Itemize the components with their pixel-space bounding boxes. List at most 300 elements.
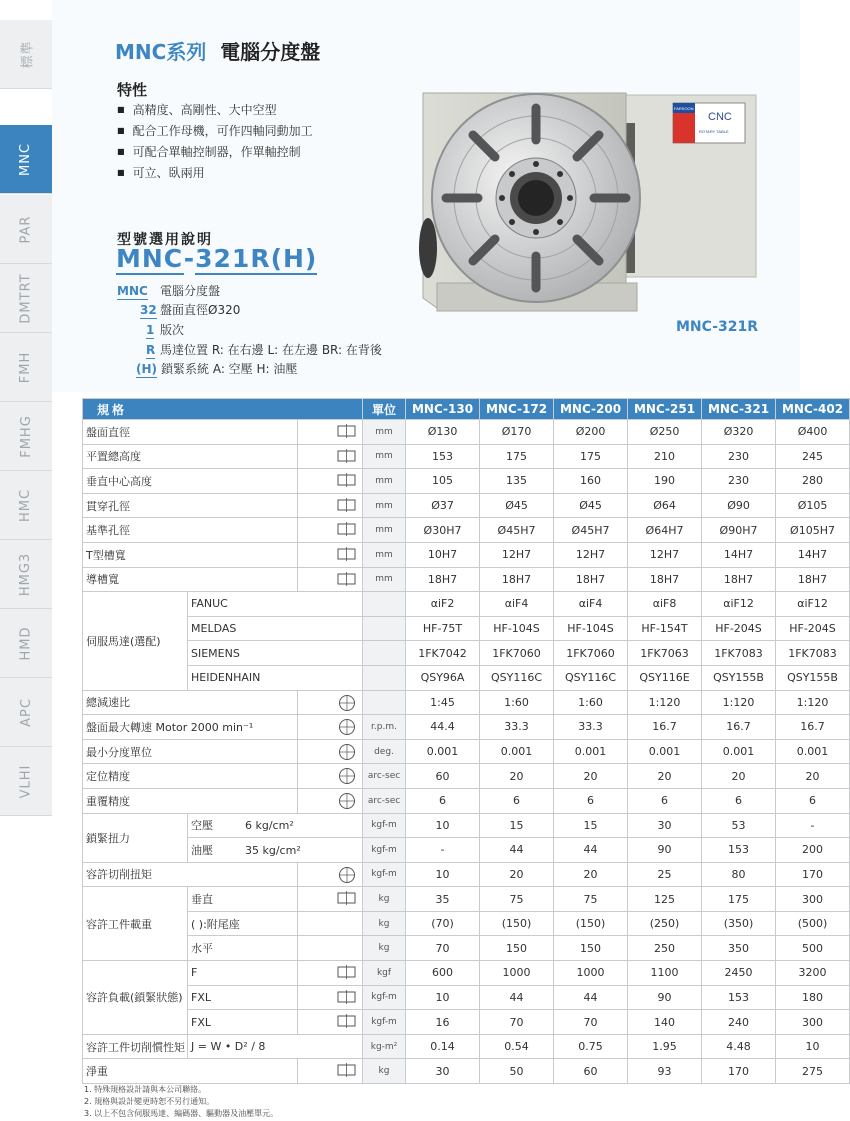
table-cell: (350): [702, 911, 776, 936]
table-cell: 10: [406, 813, 480, 838]
table-cell: 60: [554, 1059, 628, 1084]
table-row: [83, 592, 850, 617]
table-cell: -: [776, 813, 850, 838]
table-cell: 6: [480, 788, 554, 813]
row-unit: kg-m²: [363, 1034, 406, 1059]
table-cell: Ø400: [776, 420, 850, 445]
model-row: [140, 302, 400, 322]
table-cell: Ø45: [480, 493, 554, 518]
table-cell: 210: [628, 444, 702, 469]
table-cell: 280: [776, 469, 850, 494]
model-part: MNC: [116, 244, 184, 273]
table-cell: 1:120: [702, 690, 776, 715]
table-cell: HF-154T: [628, 616, 702, 641]
model-part: (H): [270, 244, 318, 273]
side-tab-par[interactable]: PAR: [0, 195, 52, 264]
table-cell: 153: [702, 838, 776, 863]
row-label: 伺服馬達(選配): [83, 592, 188, 690]
row-label: 導槽寬: [83, 567, 298, 592]
clamp-type: [188, 838, 363, 863]
row-unit: kg: [363, 1059, 406, 1084]
spec-diagram-icon: [298, 764, 363, 789]
table-cell: 44: [554, 838, 628, 863]
table-cell: 70: [554, 1010, 628, 1035]
inertia-formula: J = W • D² / 8: [188, 1034, 363, 1059]
feature-item: ■ 配合工作母機，可作四軸同動加工: [117, 120, 313, 141]
table-cell: 600: [406, 961, 480, 986]
table-cell: 1:120: [776, 690, 850, 715]
table-cell: 175: [480, 444, 554, 469]
table-cell: 75: [480, 887, 554, 912]
table-cell: HF-204S: [702, 616, 776, 641]
table-cell: Ø45H7: [554, 518, 628, 543]
row-unit: kgf-m: [363, 838, 406, 863]
table-cell: 500: [776, 936, 850, 961]
row-unit: [363, 641, 406, 666]
row-unit: mm: [363, 420, 406, 445]
side-tab-fmhg[interactable]: FMHG: [0, 402, 52, 471]
table-cell: 20: [702, 764, 776, 789]
table-cell: Ø320: [702, 420, 776, 445]
table-cell: HF-104S: [480, 616, 554, 641]
model-part: -: [183, 244, 196, 273]
table-row: [83, 1059, 850, 1084]
clamp-pressure: 6 kg/cm²: [245, 819, 294, 833]
table-cell: 15: [554, 813, 628, 838]
spec-diagram-icon: [298, 469, 363, 494]
table-cell: 1:120: [628, 690, 702, 715]
table-cell: QSY116C: [554, 665, 628, 690]
model-row-code: 32: [140, 303, 157, 317]
table-cell: αiF4: [480, 592, 554, 617]
row-label: 容許負載(鎖緊狀態): [83, 961, 188, 1035]
table-row: [83, 518, 850, 543]
table-cell: 1:60: [554, 690, 628, 715]
model-row: [117, 283, 377, 303]
table-cell: 230: [702, 469, 776, 494]
servo-brand: FANUC: [188, 592, 363, 617]
table-cell: 105: [406, 469, 480, 494]
table-cell: 10: [406, 985, 480, 1010]
row-unit: mm: [363, 567, 406, 592]
row-unit: kgf-m: [363, 985, 406, 1010]
feature-item: ■ 高精度、高剛性、大中空型: [117, 99, 313, 120]
table-cell: 12H7: [628, 542, 702, 567]
row-unit: kgf: [363, 961, 406, 986]
sidebar: [0, 0, 52, 820]
row-sublabel: FXL: [188, 985, 298, 1010]
spec-diagram-icon: [298, 788, 363, 813]
table-cell: αiF12: [776, 592, 850, 617]
table-cell: 170: [702, 1059, 776, 1084]
table-cell: Ø105: [776, 493, 850, 518]
table-cell: 18H7: [406, 567, 480, 592]
model-row-desc: 版次: [160, 323, 185, 337]
model-row-desc: 鎖緊系統 A: 空壓 H: 油壓: [161, 362, 298, 376]
row-label: 平置總高度: [83, 444, 298, 469]
table-row: [83, 936, 850, 961]
side-tab-mnc[interactable]: MNC: [0, 125, 52, 194]
table-cell: 75: [554, 887, 628, 912]
table-cell: 90: [628, 985, 702, 1010]
row-unit: mm: [363, 444, 406, 469]
table-row: [83, 665, 850, 690]
table-cell: 3200: [776, 961, 850, 986]
table-cell: 18H7: [554, 567, 628, 592]
table-row: [83, 493, 850, 518]
table-row: [83, 444, 850, 469]
row-sublabel: 水平: [188, 936, 298, 961]
table-row: [83, 616, 850, 641]
table-cell: 44.4: [406, 715, 480, 740]
table-cell: QSY155B: [776, 665, 850, 690]
spec-diagram-icon: [298, 887, 363, 912]
table-cell: -: [406, 838, 480, 863]
table-cell: 300: [776, 887, 850, 912]
row-sublabel: FXL: [188, 1010, 298, 1035]
table-row: [83, 788, 850, 813]
row-unit: mm: [363, 542, 406, 567]
feature-item: ■ 可配合單軸控制器，作單軸控制: [117, 141, 313, 162]
table-cell: 1FK7063: [628, 641, 702, 666]
header-model: MNC-200: [554, 399, 628, 420]
table-row: [83, 887, 850, 912]
row-unit: [363, 665, 406, 690]
header-model: MNC-130: [406, 399, 480, 420]
spec-diagram-icon: [298, 542, 363, 567]
table-row: [83, 420, 850, 445]
table-cell: 90: [628, 838, 702, 863]
table-cell: Ø45H7: [480, 518, 554, 543]
table-cell: αiF2: [406, 592, 480, 617]
table-cell: 1.95: [628, 1034, 702, 1059]
table-cell: 135: [480, 469, 554, 494]
table-cell: 44: [480, 985, 554, 1010]
footnotes: [84, 1084, 278, 1120]
table-cell: 25: [628, 862, 702, 887]
row-sublabel: 垂直: [188, 887, 298, 912]
table-cell: 140: [628, 1010, 702, 1035]
row-label: 總減速比: [83, 690, 298, 715]
table-cell: 16.7: [702, 715, 776, 740]
panel-sub: ROTARY TABLE: [699, 129, 729, 134]
table-cell: HF-104S: [554, 616, 628, 641]
table-cell: 200: [776, 838, 850, 863]
table-header-row: [83, 399, 850, 420]
feature-item: ■ 可立、臥兩用: [117, 162, 313, 183]
table-cell: 1000: [554, 961, 628, 986]
table-row: [83, 813, 850, 838]
table-cell: 33.3: [554, 715, 628, 740]
table-cell: QSY155B: [702, 665, 776, 690]
table-row: [83, 985, 850, 1010]
table-cell: Ø90: [702, 493, 776, 518]
row-label: 垂直中心高度: [83, 469, 298, 494]
table-cell: 15: [480, 813, 554, 838]
row-label: 盤面直徑: [83, 420, 298, 445]
table-cell: 1FK7083: [776, 641, 850, 666]
table-cell: αiF4: [554, 592, 628, 617]
row-unit: arc-sec: [363, 788, 406, 813]
table-cell: 1FK7060: [554, 641, 628, 666]
header-spec: 規格: [83, 399, 363, 420]
page-title: [115, 36, 320, 65]
table-cell: 1000: [480, 961, 554, 986]
row-label: 容許切削扭矩: [83, 862, 298, 887]
table-cell: 12H7: [554, 542, 628, 567]
table-cell: 10: [776, 1034, 850, 1059]
table-cell: Ø130: [406, 420, 480, 445]
table-row: [83, 1034, 850, 1059]
row-unit: kg: [363, 936, 406, 961]
table-cell: HF-204S: [776, 616, 850, 641]
table-row: [83, 764, 850, 789]
table-cell: 6: [554, 788, 628, 813]
spec-diagram-icon: [298, 715, 363, 740]
header-model: MNC-251: [628, 399, 702, 420]
side-tab-dmtrt[interactable]: DMTRT: [0, 264, 52, 333]
model-row-code: MNC: [117, 284, 148, 298]
table-cell: 230: [702, 444, 776, 469]
table-cell: QSY116C: [480, 665, 554, 690]
table-cell: 170: [776, 862, 850, 887]
table-row: [83, 911, 850, 936]
table-cell: 350: [702, 936, 776, 961]
machine-caption: MNC-321R: [676, 319, 759, 335]
spec-diagram-icon: [298, 444, 363, 469]
table-cell: 125: [628, 887, 702, 912]
table-cell: 20: [628, 764, 702, 789]
table-cell: 20: [480, 862, 554, 887]
table-cell: 300: [776, 1010, 850, 1035]
table-cell: 14H7: [776, 542, 850, 567]
table-cell: 10H7: [406, 542, 480, 567]
table-cell: 20: [554, 764, 628, 789]
title-text: 電腦分度盤: [220, 40, 321, 64]
model-row-desc: 盤面直徑Ø320: [160, 303, 241, 317]
table-cell: 6: [406, 788, 480, 813]
table-cell: αiF8: [628, 592, 702, 617]
row-unit: kgf-m: [363, 813, 406, 838]
table-cell: 44: [480, 838, 554, 863]
table-cell: 80: [702, 862, 776, 887]
table-cell: Ø30H7: [406, 518, 480, 543]
table-cell: QSY116E: [628, 665, 702, 690]
table-cell: Ø37: [406, 493, 480, 518]
row-unit: mm: [363, 469, 406, 494]
table-cell: 1100: [628, 961, 702, 986]
table-cell: (250): [628, 911, 702, 936]
table-cell: 0.75: [554, 1034, 628, 1059]
servo-brand: MELDAS: [188, 616, 363, 641]
row-unit: arc-sec: [363, 764, 406, 789]
row-label: 定位精度: [83, 764, 298, 789]
table-cell: 175: [702, 887, 776, 912]
model-row-desc: 電腦分度盤: [160, 284, 221, 298]
table-cell: Ø64: [628, 493, 702, 518]
table-row: [83, 862, 850, 887]
row-label: 基準孔徑: [83, 518, 298, 543]
table-cell: 1:45: [406, 690, 480, 715]
clamp-type: [188, 813, 363, 838]
table-row: [83, 690, 850, 715]
model-row-code: 1: [146, 323, 155, 337]
table-cell: 160: [554, 469, 628, 494]
table-cell: 1FK7060: [480, 641, 554, 666]
table-row: [83, 961, 850, 986]
table-cell: 93: [628, 1059, 702, 1084]
header-unit: 單位: [363, 399, 406, 420]
table-cell: Ø90H7: [702, 518, 776, 543]
row-sublabel: ( ):附尾座: [188, 911, 298, 936]
header-model: MNC-402: [776, 399, 850, 420]
table-row: [83, 838, 850, 863]
blank-cell: [298, 911, 363, 936]
table-row: [83, 1010, 850, 1035]
table-cell: 35: [406, 887, 480, 912]
row-unit: kgf-m: [363, 1010, 406, 1035]
row-label: 容許工件切削慣性矩: [83, 1034, 188, 1059]
spec-diagram-icon: [298, 961, 363, 986]
table-cell: 16.7: [776, 715, 850, 740]
table-cell: 20: [776, 764, 850, 789]
clamp-pressure: 35 kg/cm²: [245, 843, 301, 857]
side-tab-hmg3[interactable]: HMG3: [0, 540, 52, 609]
table-cell: Ø105H7: [776, 518, 850, 543]
row-unit: [363, 690, 406, 715]
table-cell: 70: [406, 936, 480, 961]
table-row: [83, 469, 850, 494]
panel-text: CNC: [708, 111, 732, 123]
table-row: [83, 567, 850, 592]
servo-brand: HEIDENHAIN: [188, 665, 363, 690]
table-cell: 245: [776, 444, 850, 469]
table-cell: 150: [480, 936, 554, 961]
table-cell: 33.3: [480, 715, 554, 740]
spec-table: [82, 398, 850, 1084]
row-label: T型槽寬: [83, 542, 298, 567]
table-cell: 0.001: [406, 739, 480, 764]
table-cell: 6: [776, 788, 850, 813]
header-model: MNC-172: [480, 399, 554, 420]
table-cell: 0.001: [628, 739, 702, 764]
model-part: 321: [195, 244, 251, 273]
table-cell: 1FK7042: [406, 641, 480, 666]
model-part: R: [250, 244, 271, 273]
table-cell: Ø200: [554, 420, 628, 445]
row-unit: mm: [363, 493, 406, 518]
table-cell: 180: [776, 985, 850, 1010]
table-cell: QSY96A: [406, 665, 480, 690]
spec-diagram-icon: [298, 690, 363, 715]
model-row: [136, 361, 396, 381]
table-cell: 2450: [702, 961, 776, 986]
footnote: 2. 規格與設計變更時恕不另行通知。: [84, 1097, 215, 1106]
model-row: [146, 342, 446, 362]
table-cell: 190: [628, 469, 702, 494]
spec-diagram-icon: [298, 1010, 363, 1035]
table-cell: Ø45: [554, 493, 628, 518]
side-tab-apc[interactable]: APC: [0, 678, 52, 747]
model-row-code: (H): [136, 362, 158, 376]
row-unit: kg: [363, 887, 406, 912]
model-row-desc: 馬達位置 R: 在右邊 L: 在左邊 BR: 在背後: [160, 343, 382, 357]
rotary-table-image: [411, 83, 771, 328]
table-cell: 0.001: [702, 739, 776, 764]
table-cell: 12H7: [480, 542, 554, 567]
spec-diagram-icon: [298, 1059, 363, 1084]
table-cell: 150: [554, 936, 628, 961]
model-row-code: R: [146, 343, 156, 357]
table-cell: 153: [702, 985, 776, 1010]
clamp-type-label: 空壓: [191, 819, 213, 833]
table-cell: 18H7: [628, 567, 702, 592]
side-tab-hmd[interactable]: HMD: [0, 609, 52, 678]
table-cell: 14H7: [702, 542, 776, 567]
table-cell: HF-75T: [406, 616, 480, 641]
table-cell: 250: [628, 936, 702, 961]
model-code: [116, 244, 317, 273]
side-tab-hmc[interactable]: HMC: [0, 471, 52, 540]
table-cell: 70: [480, 1010, 554, 1035]
row-unit: kg: [363, 911, 406, 936]
table-row: [83, 542, 850, 567]
table-cell: 60: [406, 764, 480, 789]
table-cell: αiF12: [702, 592, 776, 617]
row-label: 最小分度單位: [83, 739, 298, 764]
row-unit: [363, 616, 406, 641]
table-cell: 0.001: [554, 739, 628, 764]
table-cell: 153: [406, 444, 480, 469]
table-cell: Ø250: [628, 420, 702, 445]
table-row: [83, 641, 850, 666]
row-unit: r.p.m.: [363, 715, 406, 740]
table-cell: 18H7: [776, 567, 850, 592]
table-cell: 18H7: [480, 567, 554, 592]
row-label: 淨重: [83, 1059, 298, 1084]
table-cell: 6: [628, 788, 702, 813]
table-cell: 275: [776, 1059, 850, 1084]
panel-brand: FARSOON: [674, 106, 694, 111]
row-sublabel: F: [188, 961, 298, 986]
side-tab-fmh[interactable]: FMH: [0, 333, 52, 402]
row-unit: deg.: [363, 739, 406, 764]
table-cell: 0.54: [480, 1034, 554, 1059]
footnote: 3. 以上不包含伺服馬達、編碼器、驅動器及油壓單元。: [84, 1109, 279, 1118]
header-model: MNC-321: [702, 399, 776, 420]
spec-diagram-icon: [298, 862, 363, 887]
table-cell: 30: [406, 1059, 480, 1084]
table-cell: 53: [702, 813, 776, 838]
table-cell: 16: [406, 1010, 480, 1035]
table-row: [83, 739, 850, 764]
table-cell: 30: [628, 813, 702, 838]
side-tab-standard[interactable]: 標準: [0, 20, 52, 89]
row-label: 貫穿孔徑: [83, 493, 298, 518]
table-cell: 6: [702, 788, 776, 813]
table-cell: 175: [554, 444, 628, 469]
table-cell: 0.001: [776, 739, 850, 764]
table-cell: 10: [406, 862, 480, 887]
row-unit: kgf-m: [363, 862, 406, 887]
row-label: 盤面最大轉速 Motor 2000 min⁻¹: [83, 715, 298, 740]
footnote: 1. 特殊規格設計請與本公司聯絡。: [84, 1085, 207, 1094]
series-name: MNC系列: [115, 40, 207, 64]
row-unit: [363, 592, 406, 617]
side-tab-vlhi[interactable]: VLHI: [0, 747, 52, 816]
spec-diagram-icon: [298, 518, 363, 543]
row-unit: mm: [363, 518, 406, 543]
